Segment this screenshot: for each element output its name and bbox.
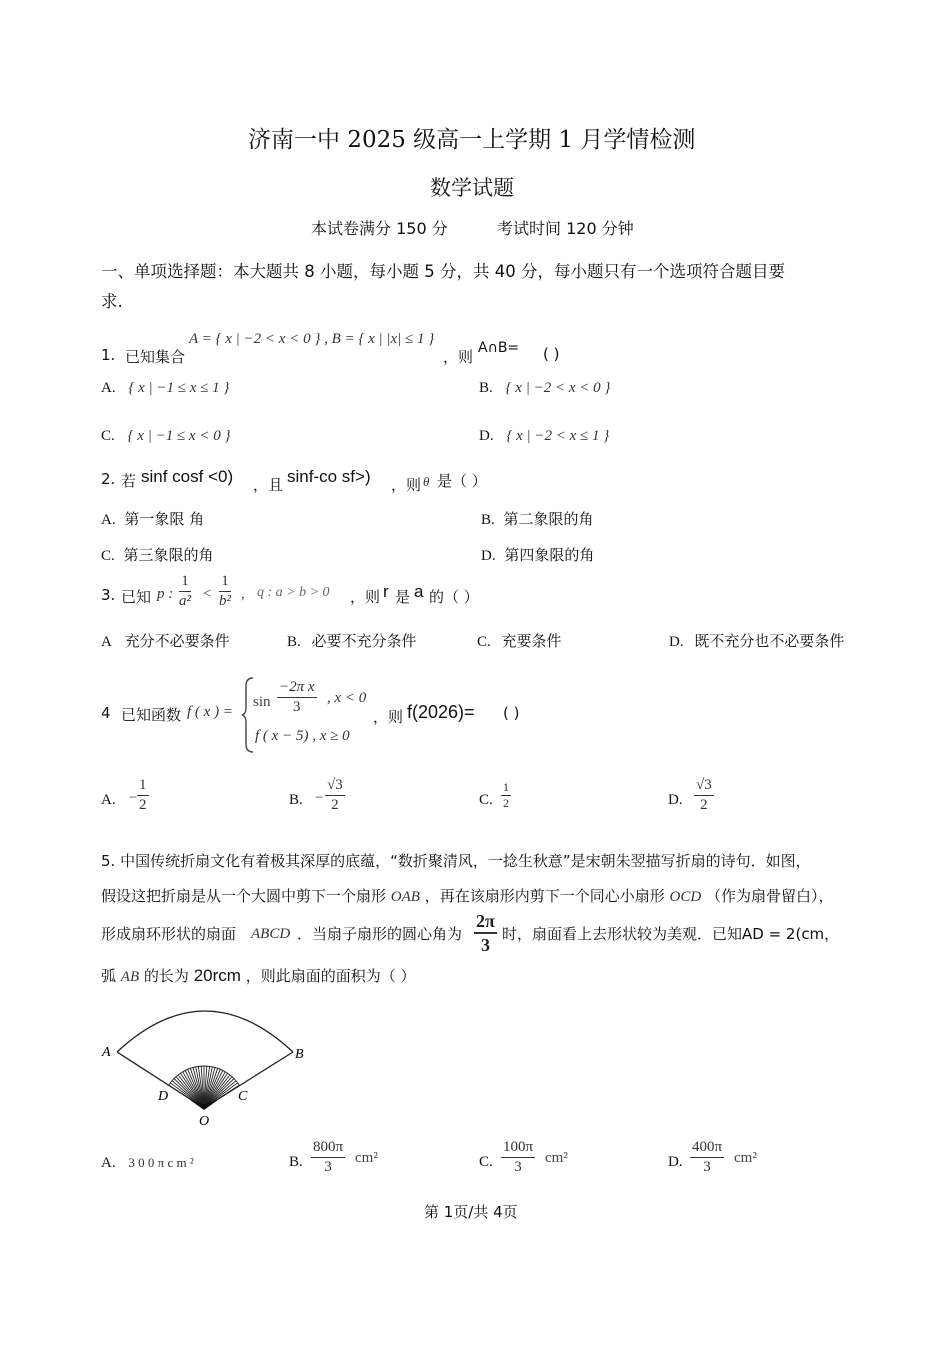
q2-option-c: C. 第三象限的角 [101, 546, 214, 564]
q3-stem: 已知 [121, 588, 152, 606]
page-footer: 第 1页/共 4页 [424, 1203, 518, 1221]
q1-then: ，则 [443, 348, 474, 366]
q3-option-c: C. 充要条件 [477, 632, 562, 650]
section-heading-cont: 求. [101, 292, 123, 311]
q2-option-d: D. 第四象限的角 [481, 546, 595, 564]
q3-comma: , [241, 586, 245, 602]
question-3 [101, 570, 621, 618]
q2-cond1: sinf cosf <0) [141, 467, 234, 486]
section-heading: 一、单项选择题：本大题共 8 小题，每小题 5 分，共 40 分，每小题只有一个选项符合题目要 [101, 262, 785, 281]
q2-option-b: B. 第二象限的角 [481, 510, 594, 528]
q2-number: 2. [101, 470, 116, 488]
question-4 [101, 676, 581, 756]
fig-label-o: O [199, 1114, 210, 1129]
q2-ruo: 若 [121, 472, 137, 490]
q3-a: a [414, 582, 424, 601]
q1-option-d: D. { x | −2 < x ≤ 1 } [479, 428, 610, 444]
q5-ocd: OCD [669, 889, 702, 905]
q3-p: p : [157, 586, 174, 602]
fig-label-a: A [102, 1045, 111, 1060]
q3-lt: < [203, 586, 212, 602]
q4-stem: 已知函数 [121, 706, 182, 724]
q1-option-a: A. { x | −1 ≤ x ≤ 1 } [101, 380, 230, 396]
question-1 [101, 330, 861, 370]
q1-number: 1. [101, 346, 116, 364]
q5-option-c: C. $\frac{100\pi}{3}$ cm² [479, 1139, 568, 1175]
q4-option-d: D. $\frac{√3}{2}$ [668, 777, 712, 813]
q4-brace [241, 676, 255, 754]
q4-expr: f(2026)= [407, 702, 475, 722]
q1-sets: A = { x | −2 < x < 0 } , B = { x | |x| ≤ 1 } [189, 331, 435, 347]
q3-q: q : a > b > 0 [257, 585, 330, 600]
q3-tail: 的（ ） [429, 588, 479, 606]
q4-paren: ( ) [503, 704, 520, 722]
q4-number: 4 [101, 704, 111, 722]
q5-angle: $\frac{2\pi}{3}$ [476, 911, 495, 955]
q3-number: 3. [101, 586, 116, 604]
q2-tail: 是（ ） [437, 472, 487, 490]
q4-case1-cond: , x < 0 [327, 690, 367, 706]
fan-figure [100, 1000, 310, 1130]
fig-label-b: B [295, 1047, 304, 1062]
q5-oab: OAB [390, 889, 420, 905]
exam-title: 济南一中 2025 级高一上学期 1 月学情检测 [248, 127, 696, 153]
q4-option-a: A. − $\frac{1}{2}$ [101, 777, 147, 813]
q4-case1-frac: $\frac{\text{−2π x}}{3}$ [279, 679, 315, 715]
q1-expr: A∩B= [478, 340, 520, 356]
q3-frac-1: $\frac{1}{\text{a²}}$ [179, 573, 191, 609]
q3-option-a: A 充分不必要条件 [101, 632, 230, 650]
q5-line-4: 弧 AB 的长为 20rcm ，则此扇面的面积为（ ） [101, 966, 416, 985]
exam-subtitle: 数学试题 [430, 176, 514, 200]
q2-sep1: ，且 [253, 476, 284, 494]
fig-label-d: D [158, 1089, 169, 1104]
q1-paren: ( ) [543, 345, 560, 363]
fig-label-c: C [238, 1089, 248, 1104]
q5-option-b: B. $\frac{800\pi}{3}$ cm² [289, 1139, 378, 1175]
q5-line-1: 5. 中国传统折扇文化有着极其深厚的底蕴，“数折聚清风，一捻生秋意”是宋朝朱翌描写折扇的诗句．如图， [101, 852, 811, 870]
fan-ribs [169, 1066, 239, 1108]
q2-sep2: ，则 [391, 476, 422, 494]
q1-stem: 已知集合 [125, 348, 186, 366]
q4-case2: f ( x − 5) , x ≥ 0 [255, 728, 350, 744]
q4-option-b: B. − $\frac{√3}{2}$ [289, 777, 343, 813]
q4-fx: f ( x ) = [187, 704, 233, 720]
q5-ab: AB [120, 969, 140, 985]
q3-r: r [383, 582, 389, 601]
q2-theta: θ [423, 474, 430, 489]
q4-case1-sin: sin [253, 694, 271, 710]
q5-option-a: A. 3 0 0 π c m ² [101, 1155, 194, 1171]
question-2 [101, 466, 601, 496]
q3-is: 是 [395, 588, 411, 606]
q5-abcd: ABCD [251, 926, 291, 942]
q2-cond2: sinf-co sf>) [287, 467, 371, 486]
q4-then: ，则 [373, 708, 404, 726]
q1-option-c: C. { x | −1 ≤ x < 0 } [101, 428, 231, 444]
time-info: 考试时间 120 分钟 [497, 219, 634, 238]
q5-line-3: 形成扇环形状的扇面 ABCD ．当扇子扇形的圆心角为 $\frac{2\pi}{3}$ 时，扇面看上去形状较为美观．已知AD = 2(cm， [101, 911, 840, 955]
q3-option-d: D. 既不充分也不必要条件 [669, 632, 845, 650]
q5-length: 20rcm [193, 966, 241, 985]
q3-frac-2: $\frac{1}{\text{b²}}$ [219, 573, 231, 609]
score-info: 本试卷满分 150 分 [311, 219, 448, 238]
q3-then: ，则 [350, 588, 381, 606]
q2-option-a: A. 第一象限 角 [101, 510, 205, 528]
q4-option-c: C. $\frac{1}{2}$ [479, 780, 509, 810]
q5-line-2: 假设这把折扇是从一个大圆中剪下一个扇形 OAB ，再在该扇形内剪下一个同心小扇形 OCD （作为扇骨留白）， [101, 887, 834, 905]
q1-option-b: B. { x | −2 < x < 0 } [479, 380, 611, 396]
q3-option-b: B. 必要不充分条件 [287, 632, 417, 650]
q5-option-d: D. $\frac{400\pi}{3}$ cm² [668, 1139, 757, 1175]
